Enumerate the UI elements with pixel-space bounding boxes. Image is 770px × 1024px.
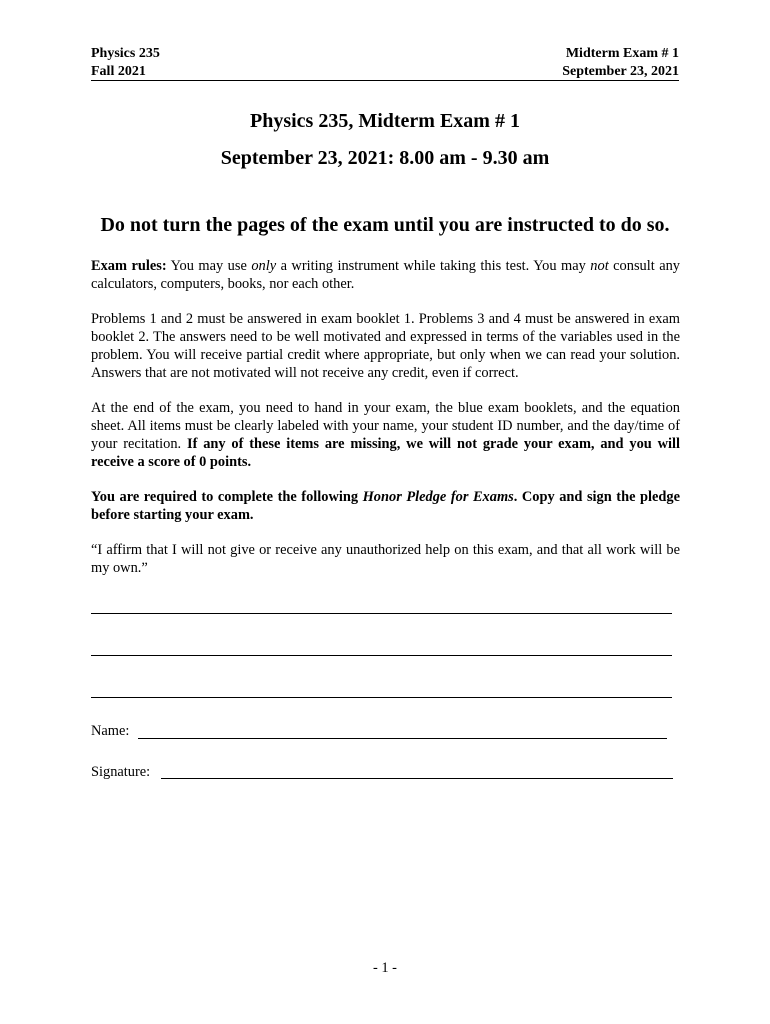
name-field[interactable]	[138, 738, 667, 739]
exam-warning: Do not turn the pages of the exam until you are instructed to do so.	[100, 214, 670, 236]
header-term: Fall 2021	[91, 64, 146, 79]
pledge-line-2[interactable]	[91, 655, 672, 656]
header-exam: Midterm Exam # 1	[565, 46, 679, 61]
rules-text-2: a writing instrument while taking this test. You may	[276, 258, 591, 274]
rules-label: Exam rules:	[91, 258, 167, 274]
rules-only: only	[251, 258, 277, 274]
problems-paragraph: Problems 1 and 2 must be answered in exam booklet 1. Problems 3 and 4 must be answered in exam booklet 2. The answers need to be well motivated and expressed in terms of the variables used in the problem. You will receive partial credit where appropriate, but only when we can read your solution. Answers that are not motivated will not receive any credit, even if correct.	[91, 311, 680, 381]
rules-not: not	[590, 258, 609, 274]
pledge-instr-italic: Honor Pledge for Exams	[362, 489, 514, 505]
rules-text-1: You may use	[166, 258, 252, 274]
rules-text-3: consult any calculators, computers, books, nor each other.	[91, 258, 680, 292]
header-course: Physics 235	[91, 46, 160, 61]
exam-rules-paragraph	[91, 257, 680, 293]
exam-datetime: September 23, 2021: 8.00 am - 9.30 am	[220, 147, 550, 169]
handin-paragraph	[91, 399, 680, 471]
signature-field[interactable]	[161, 778, 673, 779]
exam-title: Physics 235, Midterm Exam # 1	[250, 110, 520, 132]
pledge-instr-2: . Copy and sign the pledge before starting your exam.	[91, 489, 680, 523]
pledge-quote: “I affirm that I will not give or receive any unauthorized help on this exam, and that all work will be my own.”	[91, 542, 680, 576]
signature-label: Signature:	[91, 764, 151, 780]
name-label: Name:	[91, 723, 130, 739]
handin-bold: If any of these items are missing, we will not grade your exam, and you will receive a score of 0 points.	[91, 436, 681, 470]
header-rule	[91, 80, 679, 81]
page-number: - 1 -	[373, 960, 397, 976]
pledge-instruction	[91, 488, 680, 524]
pledge-instr-1: You are required to complete the following	[91, 489, 363, 505]
header-date: September 23, 2021	[562, 64, 679, 79]
pledge-line-3[interactable]	[91, 697, 672, 698]
pledge-line-1[interactable]	[91, 613, 672, 614]
handin-text: At the end of the exam, you need to hand in your exam, the blue exam booklets, and the equation sheet. All items must be clearly labeled with your name, your student ID number, and the day/time of your recitation.	[91, 400, 680, 452]
